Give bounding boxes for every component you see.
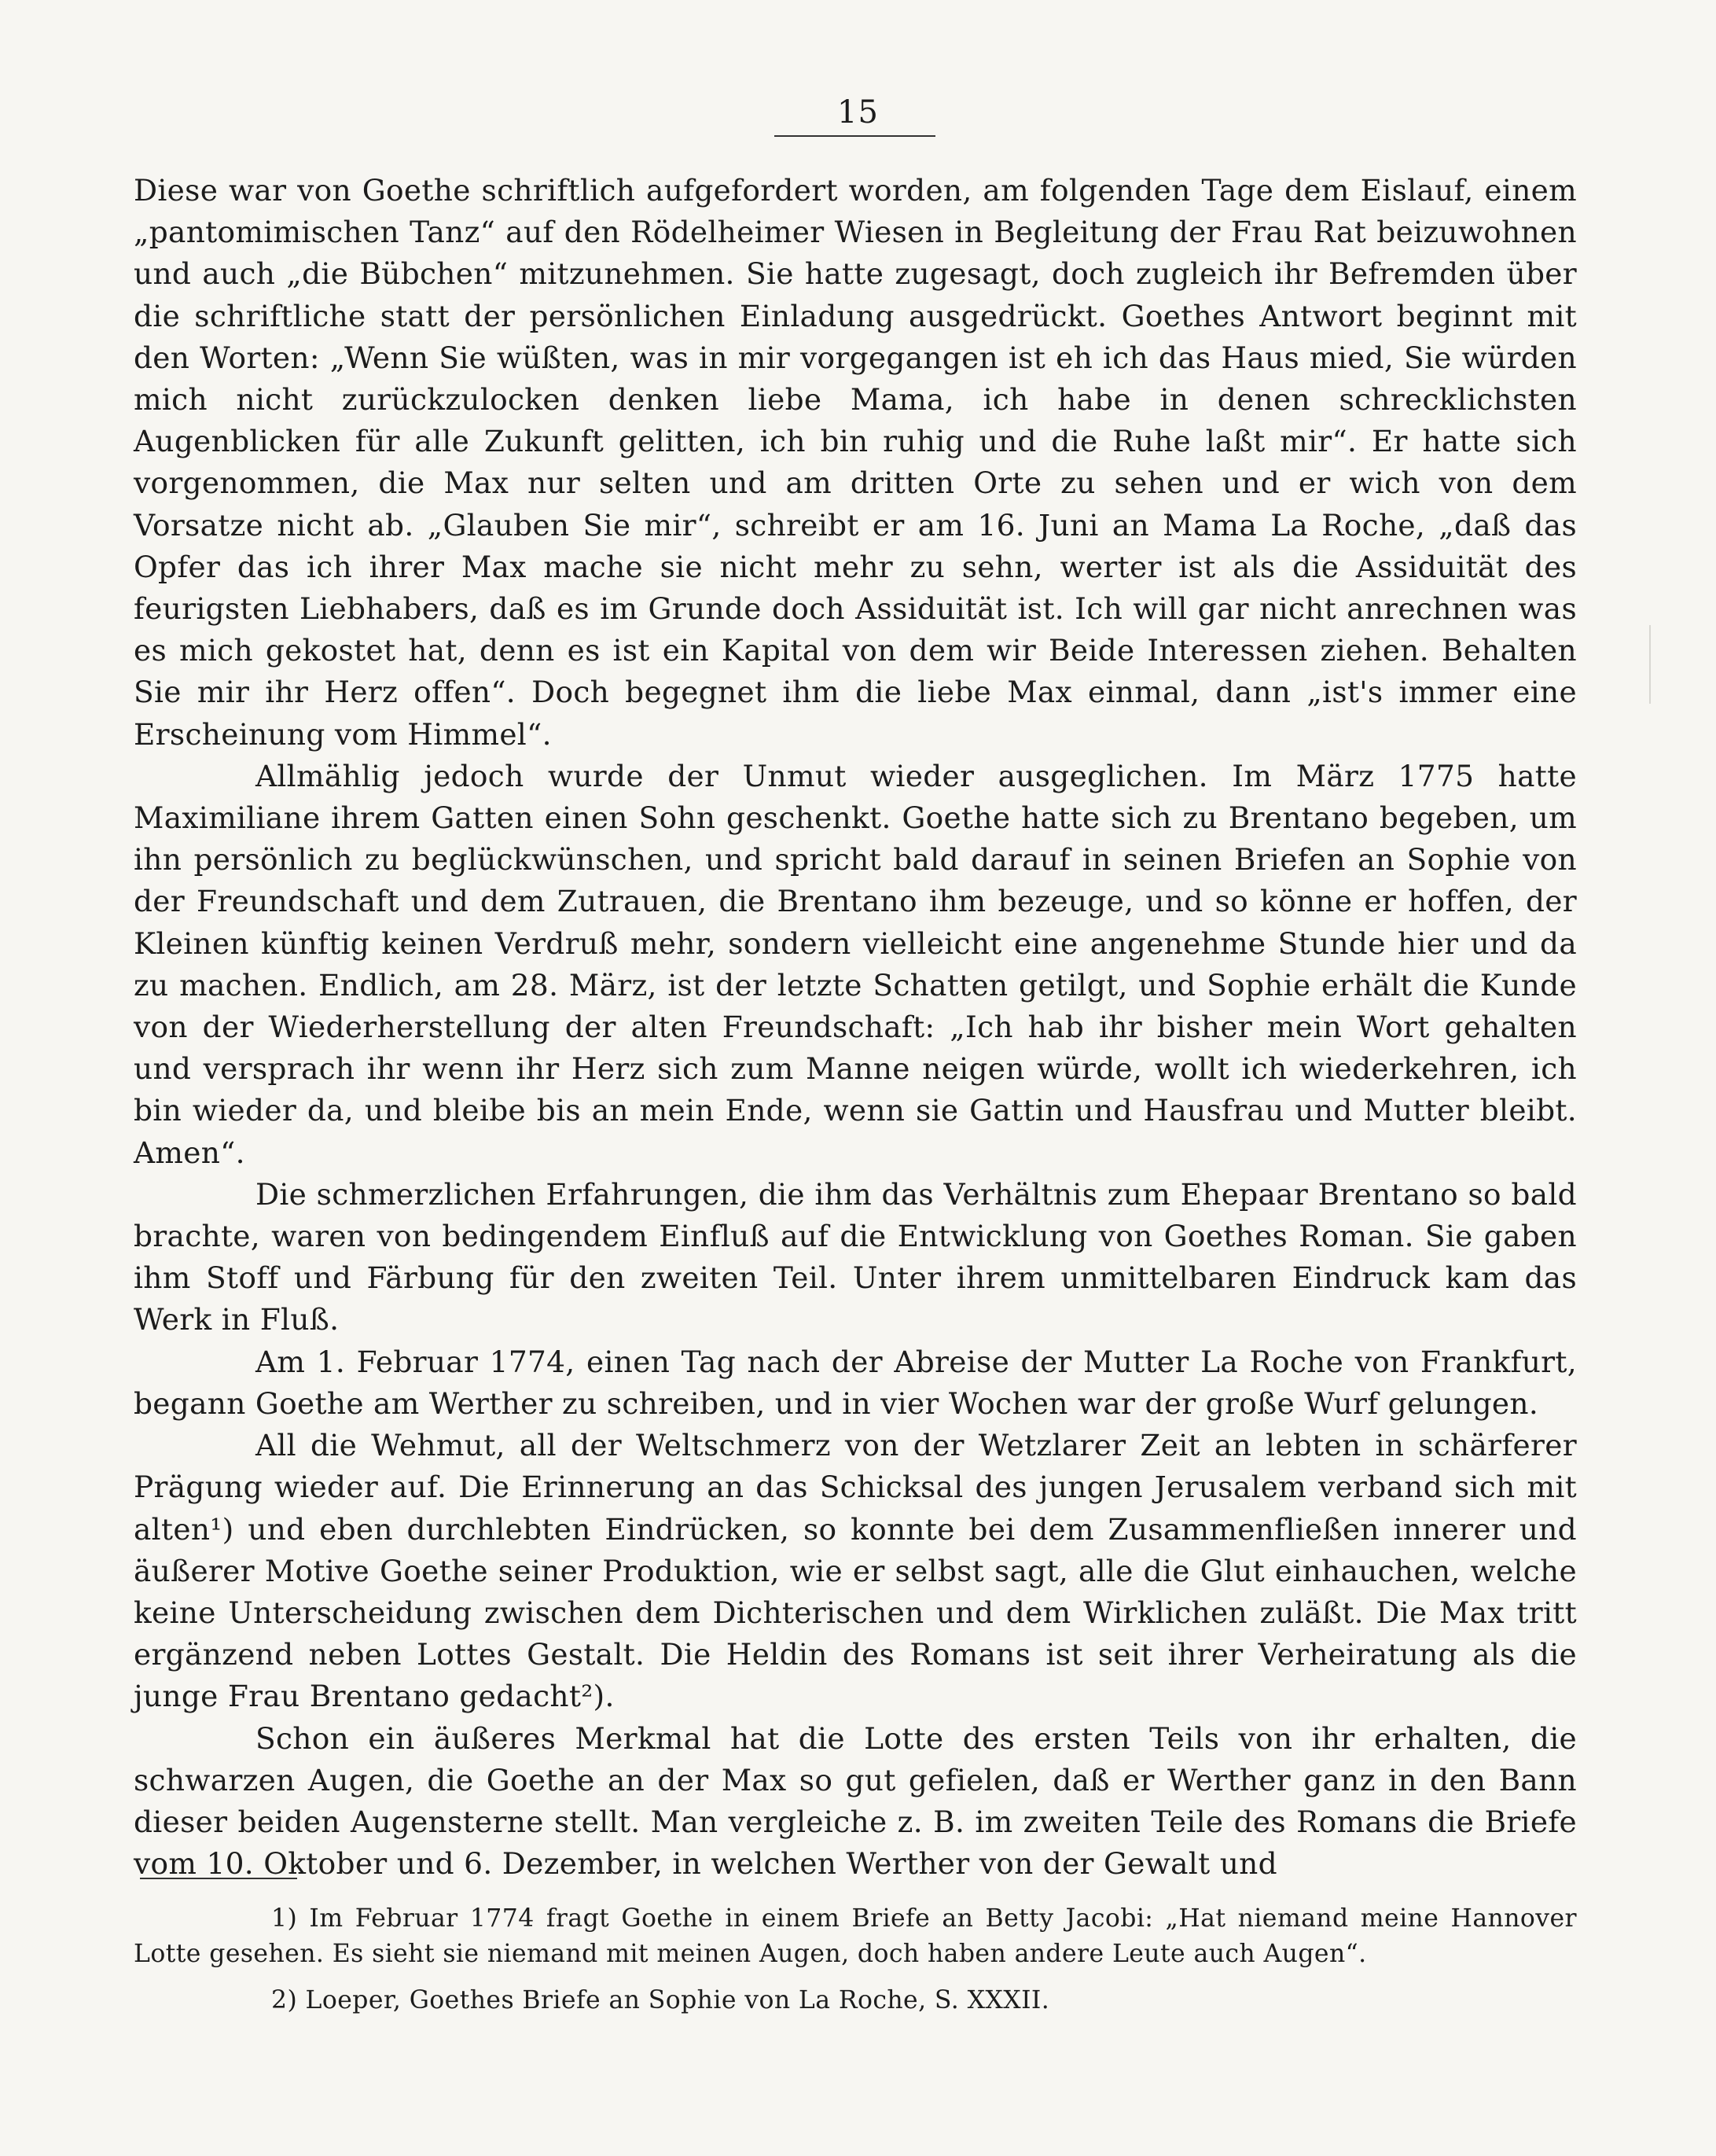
main-text [134, 170, 1577, 1885]
paragraph-2: Allmählig jedoch wurde der Unmut wieder ausgeglichen. Im März 1775 hatte Maximiliane ihrem Gatten einen Sohn geschenkt. Goethe hatte sich zu Brentano begeben, um ihn persönlich zu beglückwünschen, und spricht bald darauf in seinen Briefen an Sophie von der Freundschaft und dem Zutrauen, die Brentano ihm bezeuge, und so könne er hoffen, der Kleinen künftig keinen Verdruß mehr, sondern vielleicht eine angenehme Stunde hier und da zu machen. Endlich, am 28. März, ist der letzte Schatten getilgt, und Sophie erhält die Kunde von der Wiederherstellung der alten Freundschaft: „Ich hab ihr bisher mein Wort gehalten und versprach ihr wenn ihr Herz sich zum Manne neigen würde, wollt ich wiederkehren, ich bin wieder da, und bleibe bis an mein Ende, wenn sie Gattin und Hausfrau und Mutter bleibt. Amen“. [134, 758, 1577, 1170]
footnote-1: 1) Im Februar 1774 fragt Goethe in einem Briefe an Betty Jacobi: „Hat niemand meine Hannover Lotte gesehen. Es sieht sie niemand mit meinen Augen, doch haben andere Leute auch Augen“. [134, 1904, 1577, 1968]
paragraph-5: All die Wehmut, all der Weltschmerz von der Wetzlarer Zeit an lebten in schärferer Prägung wieder auf. Die Erinnerung an das Schicksal des jungen Jerusalem verband sich mit alten¹) und eben durchlebten Eindrücken, so konnte bei dem Zusammenfließen innerer und äußerer Motive Goethe seiner Produktion, wie er selbst sagt, alle die Glut einhauchen, welche keine Unterscheidung zwischen dem Dichterischen und dem Wirklichen zuläßt. Die Max tritt ergänzend neben Lottes Gestalt. Die Heldin des Romans ist seit ihrer Verheiratung als die junge Frau Brentano gedacht²). [134, 1428, 1577, 1714]
page-number-rule [774, 135, 935, 137]
footnote-rule [140, 1878, 297, 1879]
footnote-2: 2) Loeper, Goethes Briefe an Sophie von La Roche, S. XXXII. [271, 1986, 1050, 2014]
paragraph-4: Am 1. Februar 1774, einen Tag nach der Abreise der Mutter La Roche von Frankfurt, begann Goethe am Werther zu schreiben, und in vier Wochen war der große Wurf gelungen. [134, 1344, 1577, 1421]
footnotes [134, 1901, 1577, 2018]
page-edge-shadow [1649, 625, 1651, 704]
page-number: 15 [837, 94, 879, 131]
paragraph-1: Diese war von Goethe schriftlich aufgefordert worden, am folgenden Tage dem Eislauf, einem „pantomimischen Tanz“ auf den Rödelheimer Wiesen in Begleitung der Frau Rat beizuwohnen und auch „die Bübchen“ mitzunehmen. Sie hatte zugesagt, doch zugleich ihr Befremden über die schriftliche statt der persönlichen Einladung ausgedrückt. Goethes Antwort beginnt mit den Worten: „Wenn Sie wüßten, was in mir vorgegangen ist eh ich das Haus mied, Sie würden mich nicht zurückzulocken denken liebe Mama, ich habe in denen schrecklichsten Augenblicken für alle Zukunft gelitten, ich bin ruhig und die Ruhe laßt mir“. Er hatte sich vorgenommen, die Max nur selten und am dritten Orte zu sehen und er wich von dem Vorsatze nicht ab. „Glauben Sie mir“, schreibt er am 16. Juni an Mama La Roche, „daß das Opfer das ich ihrer Max mache sie nicht mehr zu sehn, werter ist als die Assiduität des feurigsten Liebhabers, daß es im Grunde doch Assiduität ist. Ich will gar nicht anrechnen was es mich gekostet hat, denn es ist ein Kapital von dem wir Beide Interessen ziehen. Behalten Sie mir ihr Herz offen“. Doch begegnet ihm die liebe Max einmal, dann „ist's immer eine Erscheinung vom Himmel“. [134, 173, 1577, 752]
paragraph-6: Schon ein äußeres Merkmal hat die Lotte des ersten Teils von ihr erhalten, die schwarzen Augen, die Goethe an der Max so gut gefielen, daß er Werther ganz in den Bann dieser beiden Augensterne stellt. Man vergleiche z. B. im zweiten Teile des Romans die Briefe vom 10. Oktober und 6. Dezember, in welchen Werther von der Gewalt und [134, 1720, 1577, 1882]
paragraph-3: Die schmerzlichen Erfahrungen, die ihm das Verhältnis zum Ehepaar Brentano so bald brachte, waren von bedingendem Einfluß auf die Entwicklung von Goethes Roman. Sie gaben ihm Stoff und Färbung für den zweiten Teil. Unter ihrem unmittelbaren Eindruck kam das Werk in Fluß. [134, 1176, 1577, 1337]
